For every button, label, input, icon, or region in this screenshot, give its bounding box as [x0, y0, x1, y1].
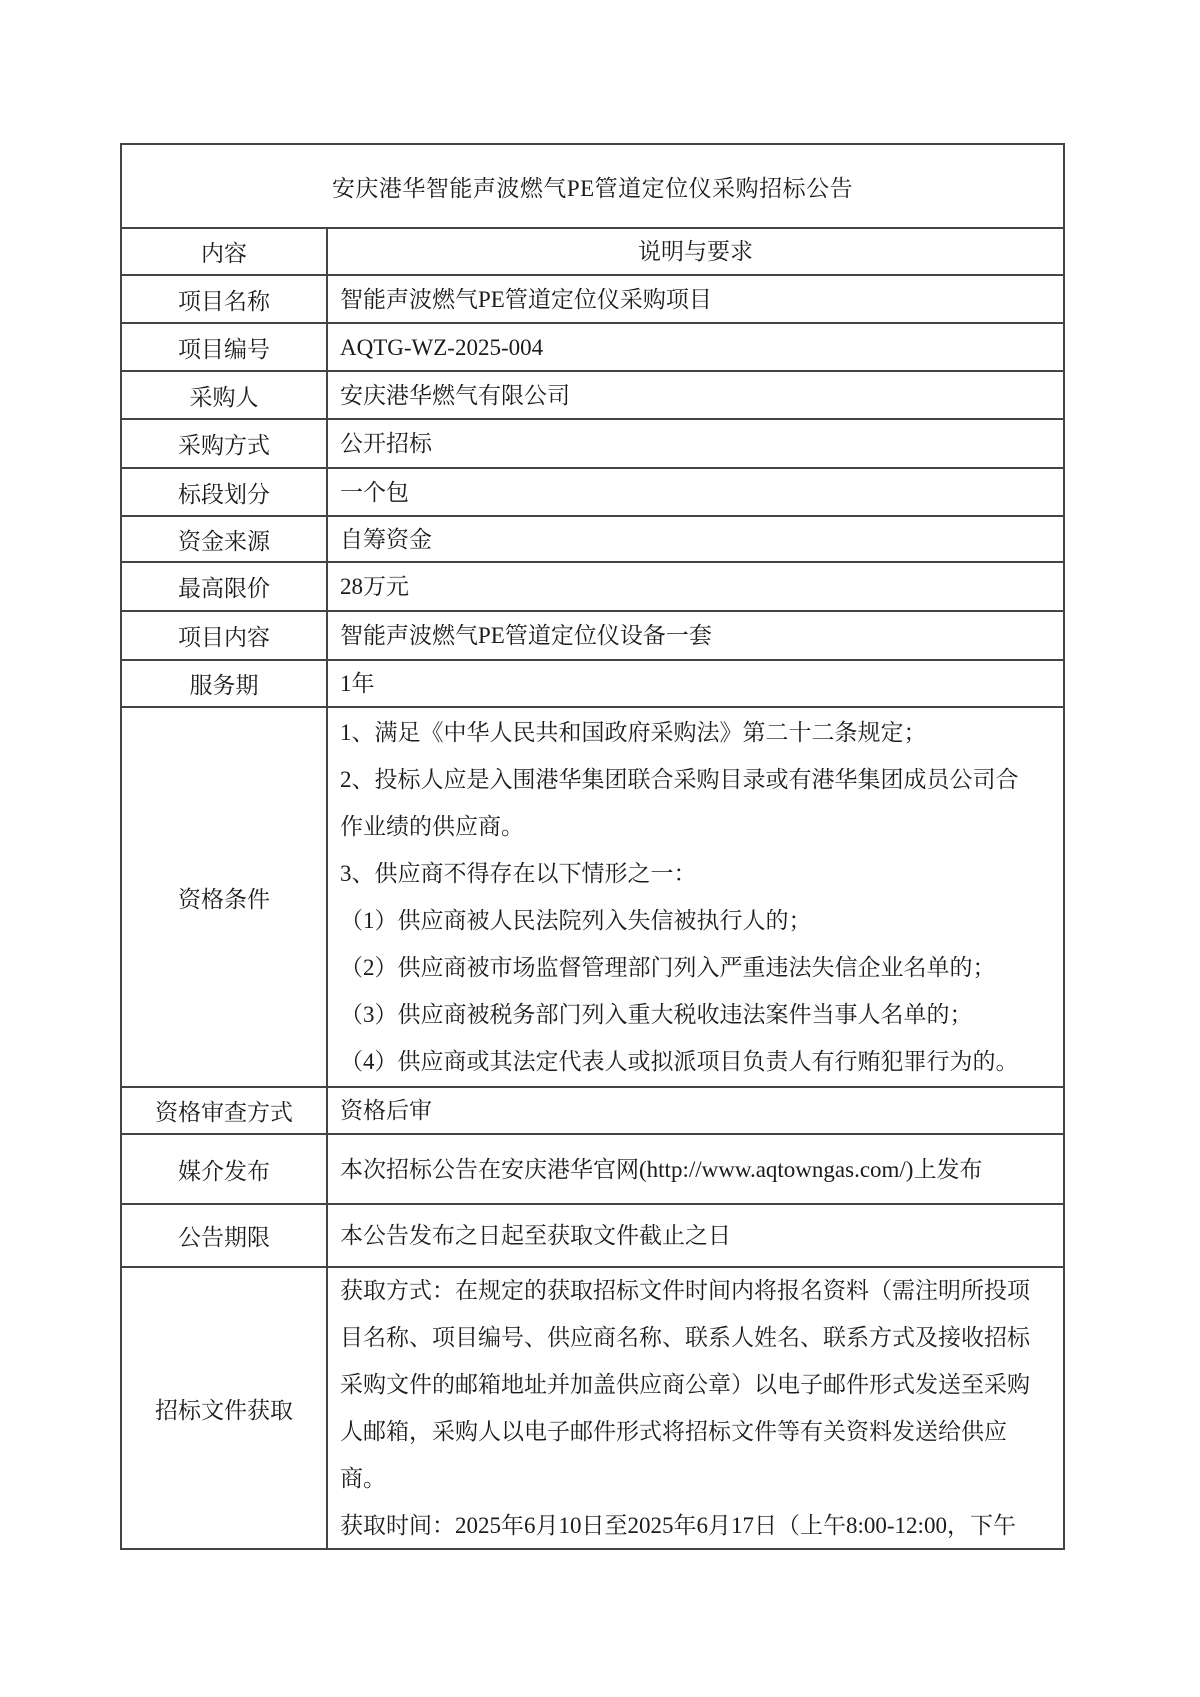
table-row	[122, 661, 1065, 708]
content-line: （3）供应商被税务部门列入重大税收违法案件当事人名单的；	[340, 1002, 973, 1027]
row-label: 招标文件获取	[122, 1268, 328, 1548]
content-line: 1年	[340, 671, 375, 696]
content-line: （4）供应商或其法定代表人或拟派项目负责人有行贿犯罪行为的。	[340, 1049, 1019, 1074]
content-line: 3、供应商不得存在以下情形之一：	[340, 861, 697, 886]
table-row	[122, 324, 1065, 372]
content-line: AQTG-WZ-2025-004	[340, 334, 544, 360]
row-content	[328, 420, 1065, 467]
content-line: 商。	[340, 1466, 386, 1491]
column-header-content: 内容	[122, 229, 328, 274]
row-label: 最高限价	[122, 563, 328, 610]
title-row	[122, 145, 1065, 229]
content-line: （1）供应商被人民法院列入失信被执行人的；	[340, 908, 812, 933]
row-label: 资格条件	[122, 708, 328, 1086]
column-header-row	[122, 229, 1065, 276]
row-label: 公告期限	[122, 1205, 328, 1266]
content-line: 获取时间：2025年6月10日至2025年6月17日（上午8:00-12:00，下午	[340, 1513, 1016, 1538]
content-line: 获取方式：在规定的获取招标文件时间内将报名资料（需注明所投项	[340, 1278, 1030, 1303]
row-label: 服务期	[122, 661, 328, 706]
row-label: 媒介发布	[122, 1135, 328, 1203]
row-content	[328, 372, 1065, 418]
content-line: 人邮箱，采购人以电子邮件形式将招标文件等有关资料发送给供应	[340, 1419, 1007, 1444]
row-content	[328, 324, 1065, 370]
row-label: 采购人	[122, 372, 328, 418]
row-content	[328, 1268, 1065, 1548]
content-line: 自筹资金	[340, 526, 432, 552]
row-content	[328, 708, 1065, 1086]
table-row	[122, 1135, 1065, 1205]
table-row	[122, 276, 1065, 324]
row-content	[328, 661, 1065, 706]
row-label: 采购方式	[122, 420, 328, 467]
row-content	[328, 1088, 1065, 1133]
table-row	[122, 372, 1065, 420]
content-line: 目名称、项目编号、供应商名称、联系人姓名、联系方式及接收招标	[340, 1325, 1030, 1350]
content-line: 一个包	[340, 479, 409, 505]
table-row	[122, 517, 1065, 563]
row-label: 项目内容	[122, 612, 328, 659]
row-label: 资金来源	[122, 517, 328, 561]
content-line: 2、投标人应是入围港华集团联合采购目录或有港华集团成员公司合	[340, 767, 1019, 792]
row-label: 标段划分	[122, 469, 328, 515]
row-label: 项目名称	[122, 276, 328, 322]
table-row	[122, 1268, 1065, 1550]
content-line: 作业绩的供应商。	[340, 814, 524, 839]
row-label: 项目编号	[122, 324, 328, 370]
row-content	[328, 517, 1065, 561]
table-row	[122, 1205, 1065, 1268]
content-line: 智能声波燃气PE管道定位仪采购项目	[340, 286, 712, 312]
table-row	[122, 708, 1065, 1088]
row-content	[328, 276, 1065, 322]
content-line: 28万元	[340, 574, 409, 599]
content-line: 资格后审	[340, 1098, 432, 1123]
page-title: 安庆港华智能声波燃气PE管道定位仪采购招标公告	[122, 145, 1065, 227]
column-header-description-text: 说明与要求	[638, 239, 753, 264]
content-line: 本公告发布之日起至获取文件截止之日	[340, 1223, 731, 1248]
table-row	[122, 563, 1065, 612]
content-line: 本次招标公告在安庆港华官网(http://www.aqtowngas.com/)上发布	[340, 1156, 983, 1182]
column-header-description	[328, 229, 1065, 274]
row-content	[328, 469, 1065, 515]
table-rows	[122, 276, 1065, 1550]
content-line: 智能声波燃气PE管道定位仪设备一套	[340, 623, 712, 648]
content-line: 安庆港华燃气有限公司	[340, 382, 570, 408]
table-row	[122, 469, 1065, 517]
row-content	[328, 1205, 1065, 1266]
table-row	[122, 612, 1065, 661]
content-line: 采购文件的邮箱地址并加盖供应商公章）以电子邮件形式发送至采购	[340, 1372, 1030, 1397]
row-content	[328, 612, 1065, 659]
content-line: （2）供应商被市场监督管理部门列入严重违法失信企业名单的；	[340, 955, 996, 980]
table-row	[122, 1088, 1065, 1135]
row-content	[328, 563, 1065, 610]
tender-notice-table	[120, 143, 1065, 1550]
row-label: 资格审查方式	[122, 1088, 328, 1133]
row-content	[328, 1135, 1065, 1203]
content-line: 公开招标	[340, 431, 432, 456]
table-row	[122, 420, 1065, 469]
content-line: 1、满足《中华人民共和国政府采购法》第二十二条规定；	[340, 720, 927, 745]
